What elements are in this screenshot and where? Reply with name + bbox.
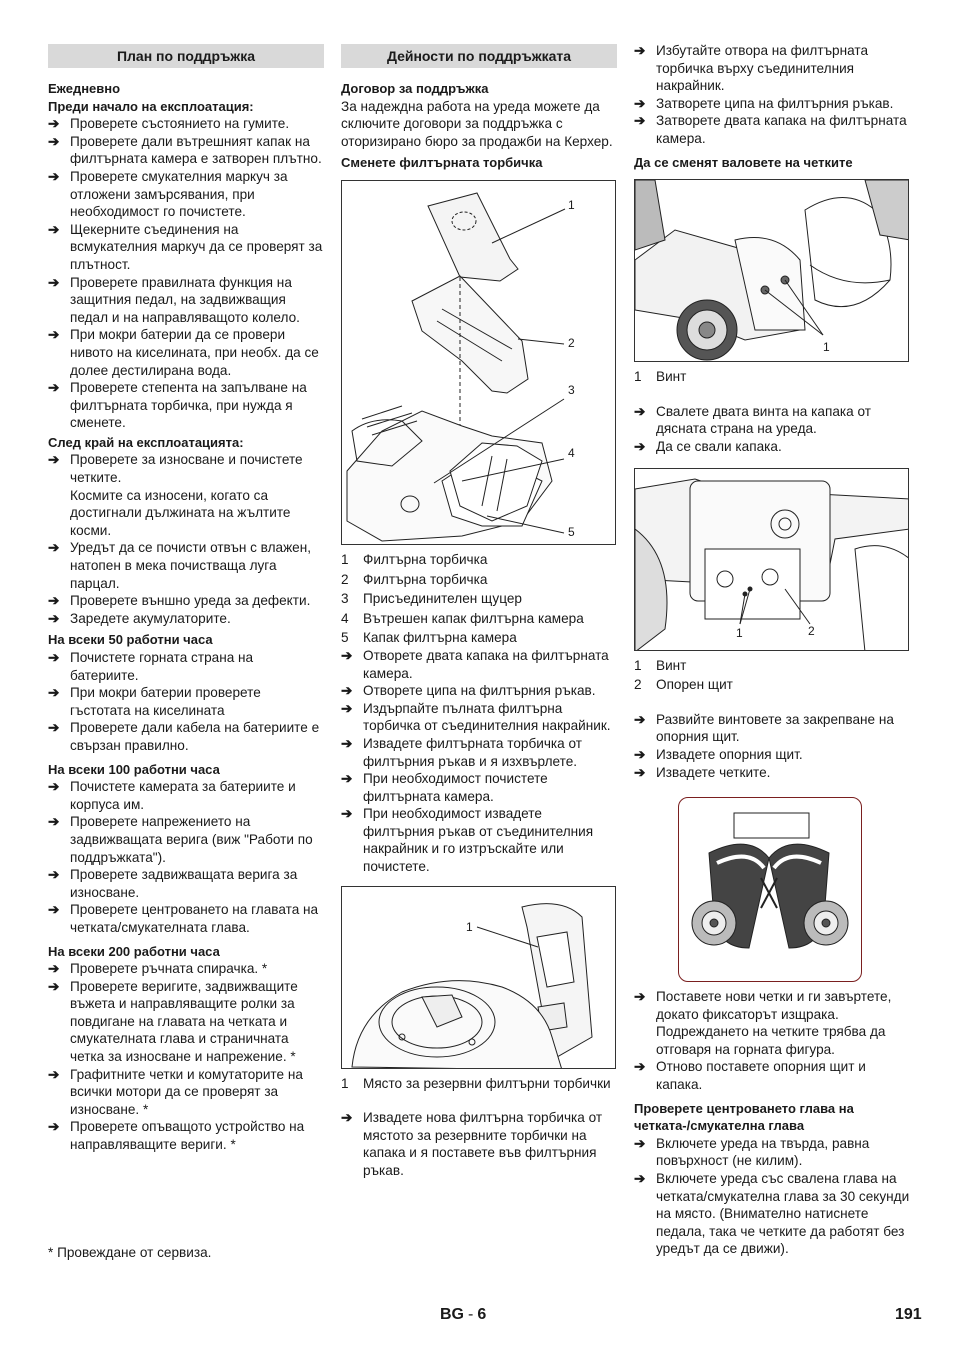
legend-item: 1 Винт (634, 657, 687, 673)
list-item: ➔ Включете уреда със свалена глава на четката/смукателна глава за 30 секунди на място. (Внимателно натиснете педала, така че четките да работят без уредът да се движи). (634, 1171, 910, 1257)
arrow-right-icon: ➔ (634, 1059, 646, 1075)
list-item: ➔ При необходимост почистете филтърната камера. (341, 771, 548, 804)
support-plate-figure (634, 468, 909, 651)
list-item: ➔ Проверете ръчната спирачка. * (48, 961, 268, 977)
heading-before-start: Преди начало на експлоатация: (48, 98, 254, 114)
list-item: ➔ Проверете опъващото устройство на направляващите вериги. * (48, 1119, 305, 1153)
legend-item: 1 Винт (634, 369, 687, 385)
arrow-right-icon: ➔ (634, 43, 646, 58)
callout-label: 1 (736, 625, 743, 640)
callout-label: 1 (823, 340, 830, 355)
arrow-right-icon: ➔ (48, 610, 60, 626)
heading-after-end: След край на експлоатацията: (48, 434, 244, 450)
arrow-right-icon: ➔ (634, 95, 646, 111)
list-item: ➔ Извадете нова филтърна торбичка от мястото за резервните торбички на капака и я поставете във филтърния ръкав. (341, 1110, 603, 1179)
arrow-right-icon: ➔ (48, 978, 60, 994)
arrow-right-icon: ➔ (48, 867, 60, 883)
arrow-right-icon: ➔ (48, 133, 60, 149)
arrow-right-icon: ➔ (634, 403, 646, 419)
callout-label: 1 (466, 919, 473, 934)
arrow-right-icon: ➔ (634, 711, 646, 727)
maintenance-plan-column (48, 44, 324, 1154)
callout-label: 3 (568, 382, 575, 397)
arrow-right-icon: ➔ (48, 116, 60, 132)
arrow-right-icon: ➔ (48, 274, 60, 290)
list-item: ➔ Проверете дали кабела на батериите е свързан правилно. (48, 720, 320, 753)
heading-contract: Договор за поддръжка (341, 81, 489, 96)
list-item: ➔ Почистете горната страна на батериите. (48, 650, 254, 683)
arrow-right-icon: ➔ (634, 989, 646, 1005)
callout-label: 2 (808, 623, 815, 638)
callout-label: 4 (568, 445, 575, 460)
list-item: ➔ Отворете двата капака на филтърната камера. (341, 647, 609, 681)
list-item: ➔ Свалете двата винта на капака от дясната страна на уреда. (634, 403, 871, 437)
arrow-right-icon: ➔ (634, 746, 646, 762)
heading-50h: На всеки 50 работни часа (48, 632, 213, 648)
list-item: ➔ Проверете за износване и почистете четките. (48, 452, 303, 486)
arrow-right-icon: ➔ (634, 764, 646, 780)
list-item: ➔ Отворете ципа на филтърния ръкав. (341, 683, 596, 699)
arrow-right-icon: ➔ (634, 1171, 646, 1187)
list-item: ➔ Извадете опорния щит. (634, 746, 803, 762)
list-item: ➔ Затворете двата капака на филтърната камера. (634, 113, 907, 146)
arrow-right-icon: ➔ (48, 168, 60, 184)
arrow-right-icon: ➔ (48, 961, 60, 977)
footnote: * Провеждане от сервиза. (48, 1245, 212, 1260)
filter-bag-illustration (342, 181, 616, 545)
arrow-right-icon: ➔ (48, 380, 60, 396)
list-item: ➔ Извадете четките. (634, 764, 771, 780)
list-item: ➔ Проверете външно уреда за дефекти. (48, 593, 311, 609)
cover-screws-illustration (635, 180, 909, 362)
arrow-right-icon: ➔ (48, 685, 60, 701)
brush-arrangement-illustration (679, 798, 861, 981)
note-text: Космите са износени, когато са достигнали дължината на жълтите косми. (70, 487, 291, 538)
legend-item: 4 Вътрешен капак филтърна камера (341, 610, 584, 626)
heading-centering: Проверете центроването глава на четката-/смукателна глава (634, 1100, 854, 1134)
legend-item: 2 Филтърна торбичка (341, 571, 488, 587)
list-item: ➔ При мокри батерии проверете гъстотата на киселината (48, 685, 261, 718)
list-item: ➔ Да се свали капака. (634, 438, 782, 454)
list-item: ➔ Щекерните съединения на всмукателния маркуч да се проверят за плътност. (48, 221, 323, 272)
heading-100h: На всеки 100 работни часа (48, 761, 220, 777)
callout-label: 2 (568, 335, 575, 350)
arrow-right-icon: ➔ (341, 647, 353, 663)
arrow-right-icon: ➔ (48, 1119, 60, 1135)
arrow-right-icon: ➔ (48, 221, 60, 237)
heading-brush-rollers: Да се сменят валовете на четките (634, 154, 853, 170)
arrow-right-icon: ➔ (634, 1135, 646, 1151)
contract-text: За надеждна работа на уреда можете да сключите договори за поддръжка с оторизирано бюро за продажби на Керхер. (341, 98, 613, 149)
arrow-right-icon: ➔ (48, 452, 60, 468)
arrow-right-icon: ➔ (341, 806, 353, 822)
list-item: ➔ Поставете нови четки и ги завъртете, докато фиксаторът изщрака. Подреждането на четките трябва да отговаря на горната фигура. (634, 989, 892, 1057)
arrow-right-icon: ➔ (48, 650, 60, 665)
arrow-right-icon: ➔ (341, 683, 353, 699)
arrow-right-icon: ➔ (48, 902, 60, 918)
legend-item: 3 Присъединителен щуцер (341, 591, 522, 607)
before-list (48, 115, 324, 432)
list-item: ➔ Отново поставете опорния щит и капака. (634, 1059, 866, 1093)
list-item: ➔ Проверете задвижващата верига за износване. (48, 867, 298, 900)
list-item: ➔ При необходимост извадете филтърния ръкав от съединителния накрайник и го изтръскайте или почистете. (341, 806, 594, 875)
list-item: ➔ Проверете състоянието на гумите. (48, 116, 290, 132)
maintenance-work-column-continued (634, 42, 910, 1258)
legend-item: 2 Опорен щит (634, 677, 733, 693)
maintenance-work-column (341, 44, 617, 1180)
callout-label: 5 (568, 524, 575, 539)
list-item: ➔ Проверете правилната функция на защитния педал, на задвижващия педал и на направляващото колело. (48, 274, 300, 325)
arrow-right-icon: ➔ (48, 814, 60, 830)
list-item: ➔ Почистете камерата за батериите и корпуса им. (48, 779, 296, 812)
list-item: ➔ Заредете акумулаторите. (48, 610, 231, 626)
spare-bags-illustration (342, 887, 616, 1069)
arrow-right-icon: ➔ (341, 771, 353, 787)
list-item: ➔ Включете уреда на твърда, равна повърхност (не килим). (634, 1135, 870, 1169)
list-item: ➔ Извадете филтърната торбичка от филтърния ръкав и я изхвърлете. (341, 735, 582, 769)
arrow-right-icon: ➔ (48, 593, 60, 609)
arrow-right-icon: ➔ (48, 327, 60, 343)
list-item: ➔ Проверете веригите, задвижващите въжета и направляващите ролки за повдигане на главата на четката и смукателната глава и страничната четка за износване и напрежение. * (48, 978, 298, 1065)
heading-200h: На всеки 200 работни часа (48, 943, 220, 959)
spare-bags-figure (341, 886, 616, 1069)
legend-item: 1 Филтърна торбичка (341, 551, 488, 567)
support-plate-illustration (635, 469, 909, 651)
list-item: ➔ При мокри батерии да се провери нивото на киселината, при необх. да се долее дестилирана вода. (48, 327, 319, 378)
arrow-right-icon: ➔ (341, 700, 353, 716)
heading-filter-bag: Сменете филтърната торбичка (341, 155, 543, 171)
list-item: ➔ Уредът да се почисти отвън с влажен, натопен в мека почистваща луга парцал. (48, 540, 312, 591)
list-item: ➔ Графитните четки и комутаторите на всички мотори да се проверят за износване. * (48, 1066, 303, 1117)
arrow-right-icon: ➔ (341, 1110, 353, 1126)
callout-label: 1 (568, 197, 575, 212)
section-header: Дейности по поддръжката (341, 44, 617, 68)
arrow-right-icon: ➔ (48, 1066, 60, 1082)
brush-arrangement-figure (678, 797, 862, 982)
list-item: ➔ Издърпайте пълната филтърна торбичка от съединителния накрайник. (341, 700, 611, 734)
arrow-right-icon: ➔ (48, 779, 60, 795)
heading-daily: Ежедневно (48, 81, 121, 96)
list-item: ➔ Проверете центроването на главата на четката/смукателната глава. (48, 902, 319, 935)
filter-bag-figure (341, 180, 616, 545)
list-item: ➔ Проверете смукателния маркуч за отложени замърсявания, при необходимост го почистете. (48, 168, 288, 220)
list-item: ➔ Проверете напрежението на задвижващата верига (виж "Работи по поддръжката"). (48, 814, 313, 865)
page-number: 191 (895, 1306, 922, 1323)
list-item: ➔ Проверете дали вътрешният капак на филтърната камера е затворен плътно. (48, 133, 322, 167)
cover-screws-figure (634, 179, 909, 362)
legend-item: 5 Капак филтърна камера (341, 630, 517, 646)
list-item: ➔ Развийте винтовете за закрепване на опорния щит. (634, 711, 894, 745)
list-item: ➔ Проверете степента на запълване на филтърната торбичка, при нужда я сменете. (48, 380, 307, 431)
arrow-right-icon: ➔ (634, 438, 646, 454)
arrow-right-icon: ➔ (48, 540, 60, 556)
list-item: ➔ Избутайте отвора на филтърната торбичка върху съединителния накрайник. (634, 43, 869, 94)
arrow-right-icon: ➔ (48, 720, 60, 736)
list-item: ➔ Затворете ципа на филтърния ръкав. (634, 95, 894, 111)
arrow-right-icon: ➔ (341, 735, 353, 751)
legend-item: 1 Място за резервни филтърни торбички (341, 1075, 611, 1091)
section-header: План по поддръжка (48, 44, 324, 68)
footer-language: BG - 6 (440, 1306, 487, 1323)
arrow-right-icon: ➔ (634, 113, 646, 129)
